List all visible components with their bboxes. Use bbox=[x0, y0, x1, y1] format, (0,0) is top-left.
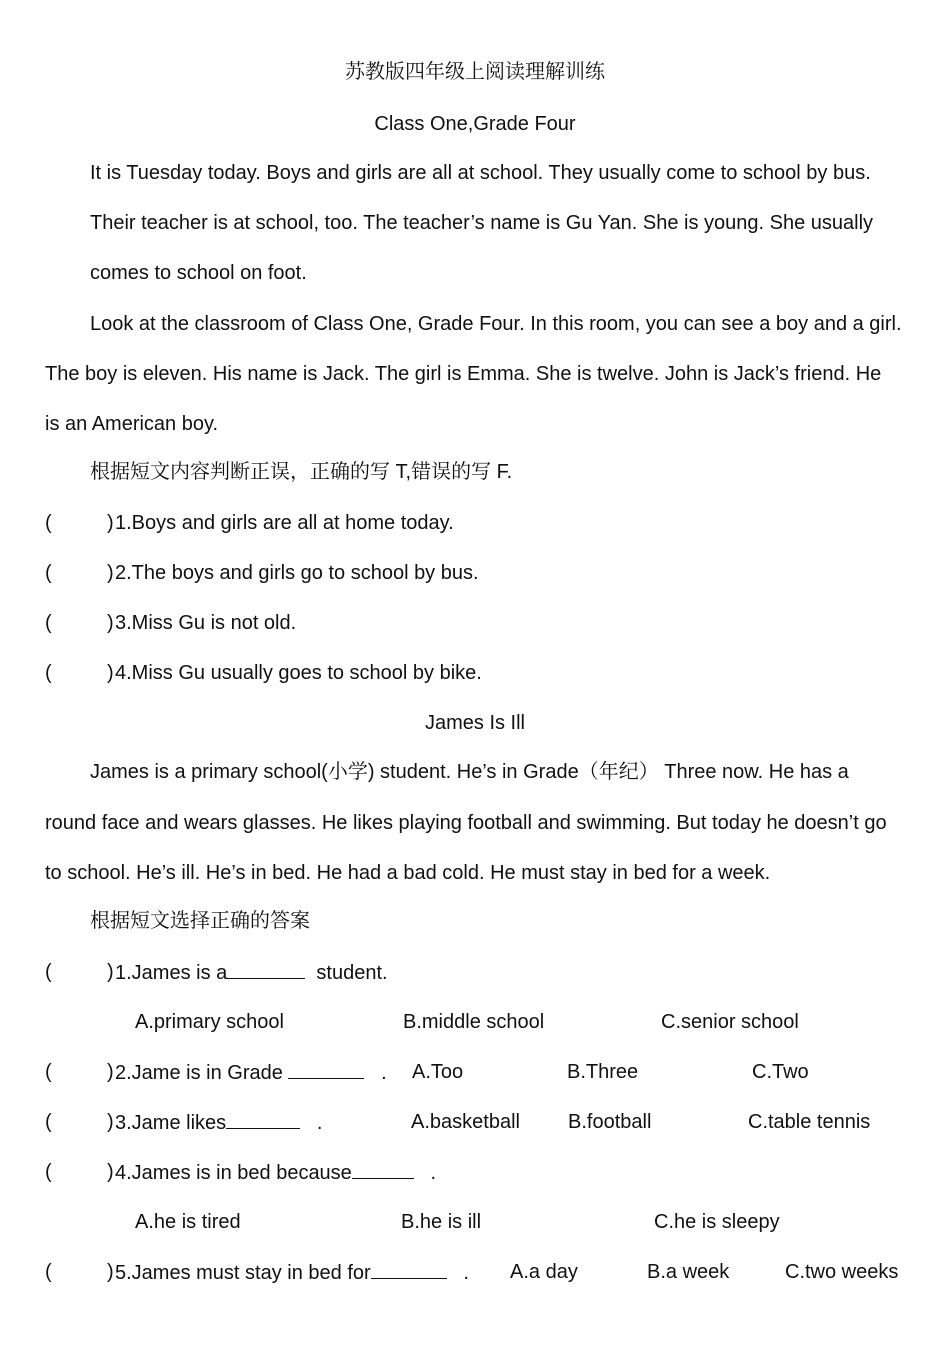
answer-paren-open[interactable]: ( bbox=[45, 1161, 52, 1183]
option-a[interactable]: A.basketball bbox=[411, 1111, 520, 1133]
option-b[interactable]: B.he is ill bbox=[401, 1211, 482, 1233]
option-c[interactable]: C.senior school bbox=[661, 1011, 799, 1033]
answer-paren-close: ) bbox=[107, 961, 114, 983]
answer-paren-close: ) bbox=[107, 612, 114, 634]
answer-blank[interactable] bbox=[352, 1160, 414, 1179]
question-stem: 5.James must stay in bed for bbox=[115, 1262, 371, 1284]
question-stem: 1.James is a bbox=[115, 962, 228, 984]
option-b[interactable]: B.a week bbox=[647, 1261, 730, 1283]
answer-paren-close: ) bbox=[107, 1161, 114, 1183]
passage1-line: Their teacher is at school, too. The teacher’s name is Gu Yan. She is young. She usually bbox=[90, 212, 874, 234]
answer-paren-close: ) bbox=[107, 512, 114, 534]
answer-paren-open[interactable]: ( bbox=[45, 612, 52, 634]
question-stem: 3.Jame likes bbox=[115, 1112, 227, 1134]
option-b[interactable]: B.middle school bbox=[403, 1011, 545, 1033]
answer-paren-close: ) bbox=[107, 662, 114, 684]
question-stem: 4.James is in bed because bbox=[115, 1162, 352, 1184]
passage1-line: Look at the classroom of Class One, Grade Four. In this room, you can see a boy and a girl. bbox=[90, 313, 902, 335]
option-c[interactable]: C.Two bbox=[752, 1061, 809, 1083]
passage1-heading: Class One,Grade Four bbox=[374, 113, 576, 135]
answer-blank[interactable] bbox=[288, 1060, 364, 1079]
answer-paren-open[interactable]: ( bbox=[45, 1261, 52, 1283]
question-text: 3.Miss Gu is not old. bbox=[115, 612, 297, 634]
question-tail: . bbox=[430, 1162, 437, 1184]
question-text bbox=[115, 1060, 387, 1085]
option-c[interactable]: C.table tennis bbox=[748, 1111, 871, 1133]
question-tail: . bbox=[381, 1062, 387, 1084]
passage1-line: It is Tuesday today. Boys and girls are all at school. They usually come to school by bus. bbox=[90, 162, 871, 184]
answer-blank[interactable] bbox=[226, 1110, 300, 1129]
answer-paren-close: ) bbox=[107, 1111, 114, 1133]
question-text bbox=[115, 960, 388, 985]
question-text: 4.Miss Gu usually goes to school by bike. bbox=[115, 662, 482, 684]
question-text: 1.Boys and girls are all at home today. bbox=[115, 512, 454, 534]
question-text: 2.The boys and girls go to school by bus. bbox=[115, 562, 479, 584]
option-a[interactable]: A.he is tired bbox=[135, 1211, 241, 1233]
option-c[interactable]: C.two weeks bbox=[785, 1261, 899, 1283]
option-a[interactable]: A.a day bbox=[510, 1261, 578, 1283]
passage2-line: round face and wears glasses. He likes playing football and swimming. But today he doesn’t go bbox=[45, 812, 887, 834]
question-stem: 2.Jame is in Grade bbox=[115, 1062, 283, 1084]
question-tail: . bbox=[316, 1112, 323, 1134]
question-text bbox=[115, 1110, 322, 1135]
passage2-heading: James Is Ill bbox=[424, 712, 526, 734]
passage1-line: is an American boy. bbox=[45, 413, 219, 435]
passage2-line: James is a primary school(小学) student. He’s in Grade（年纪） Three now. He has a bbox=[90, 761, 849, 783]
passage2-instruction: 根据短文选择正确的答案 bbox=[90, 910, 310, 932]
answer-paren-open[interactable]: ( bbox=[45, 662, 52, 684]
passage2-line: to school. He’s ill. He’s in bed. He had a bad cold. He must stay in bed for a week. bbox=[45, 862, 771, 884]
answer-paren-close: ) bbox=[107, 562, 114, 584]
passage1-line: comes to school on foot. bbox=[90, 262, 307, 284]
answer-paren-close: ) bbox=[107, 1261, 114, 1283]
answer-paren-close: ) bbox=[107, 1061, 114, 1083]
answer-blank[interactable] bbox=[227, 960, 305, 979]
answer-paren-open[interactable]: ( bbox=[45, 562, 52, 584]
answer-blank[interactable] bbox=[371, 1260, 447, 1279]
answer-paren-open[interactable]: ( bbox=[45, 512, 52, 534]
option-b[interactable]: B.Three bbox=[567, 1061, 639, 1083]
passage1-line: The boy is eleven. His name is Jack. The girl is Emma. She is twelve. John is Jack’s friend. He bbox=[45, 363, 882, 385]
passage1-instruction: 根据短文内容判断正误，正确的写 T,错误的写 F. bbox=[90, 461, 513, 483]
option-a[interactable]: A.Too bbox=[412, 1061, 464, 1083]
answer-paren-open[interactable]: ( bbox=[45, 1061, 52, 1083]
option-c[interactable]: C.he is sleepy bbox=[654, 1211, 780, 1233]
question-text bbox=[115, 1260, 469, 1285]
question-tail: . bbox=[463, 1262, 469, 1284]
page-title: 苏教版四年级上阅读理解训练 bbox=[345, 61, 605, 83]
option-b[interactable]: B.football bbox=[568, 1111, 652, 1133]
question-text bbox=[115, 1160, 436, 1185]
answer-paren-open[interactable]: ( bbox=[45, 961, 52, 983]
question-tail: student. bbox=[316, 962, 388, 984]
option-a[interactable]: A.primary school bbox=[135, 1011, 284, 1033]
answer-paren-open[interactable]: ( bbox=[45, 1111, 52, 1133]
